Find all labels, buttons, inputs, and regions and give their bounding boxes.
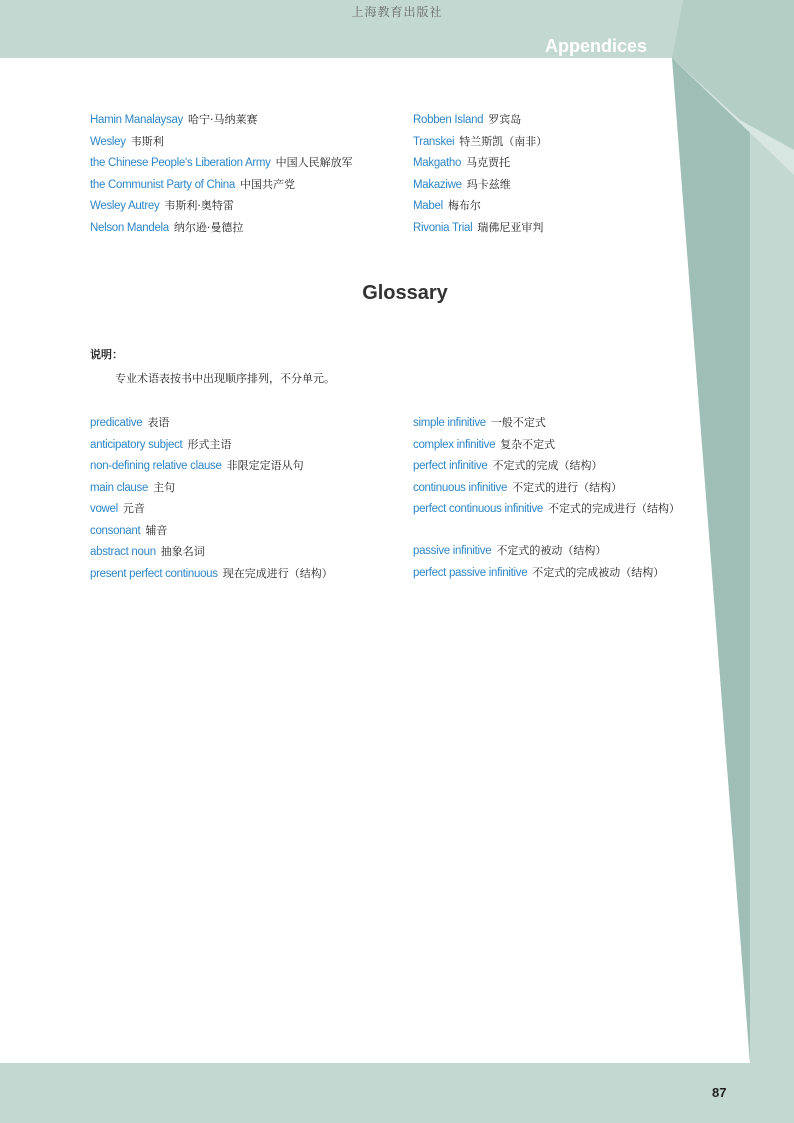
list-item [413, 131, 547, 153]
term-en: vowel [90, 503, 118, 515]
term-en: Makgatho [413, 157, 462, 169]
names-list-left [90, 109, 353, 238]
term-en: Rivonia Trial [413, 221, 473, 234]
glossary-title: Glossary [362, 282, 448, 304]
term-en: anticipatory subject [90, 438, 183, 451]
term-en: the Chinese People's Liberation Army [90, 157, 271, 169]
list-item [90, 152, 353, 174]
term-zh: 瑞佛尼亚审判 [477, 220, 544, 234]
note-text: 专业术语表按书中出现顺序排列，不分单元。 [115, 372, 335, 385]
publisher-name: 上海教育出版社 [351, 5, 443, 19]
term-en: consonant [90, 524, 141, 537]
list-item [90, 563, 333, 585]
term-zh: 辅音 [145, 523, 168, 537]
term-en: Wesley Autrey [90, 200, 160, 212]
term-en: perfect passive infinitive [413, 566, 528, 579]
term-zh: 一般不定式 [490, 416, 546, 429]
list-item [413, 195, 547, 217]
list-item [413, 412, 723, 434]
term-zh: 韦斯利 [130, 134, 164, 148]
glossary-list-right [413, 412, 723, 583]
list-item [90, 412, 333, 434]
list-item [90, 131, 353, 153]
list-item [413, 434, 723, 456]
term-en: Mabel [413, 200, 443, 212]
term-zh: 中国共产党 [240, 177, 295, 191]
term-en: non-defining relative clause [90, 460, 222, 472]
term-zh: 主句 [153, 480, 176, 494]
term-zh: 不定式的被动（结构） [496, 544, 607, 557]
term-zh: 韦斯利·奥特雷 [164, 199, 234, 212]
list-item [90, 217, 353, 239]
list-item [413, 152, 547, 174]
term-zh: 非限定定语从句 [226, 459, 304, 472]
note-label: 说明： [90, 348, 123, 361]
term-zh: 复杂不定式 [500, 437, 556, 451]
list-item [90, 520, 333, 542]
term-en: abstract noun [90, 546, 156, 558]
list-item [413, 217, 547, 239]
term-zh: 纳尔逊·曼德拉 [173, 220, 244, 234]
term-zh: 马克贾托 [466, 156, 511, 169]
page-number: 87 [712, 1085, 727, 1100]
list-item [90, 195, 353, 217]
list-item [90, 541, 333, 563]
term-en: present perfect continuous [90, 567, 218, 580]
term-zh: 抽象名词 [160, 545, 205, 558]
list-item [413, 477, 723, 499]
term-en: Robben Island [413, 114, 484, 126]
term-en: the Communist Party of China [90, 178, 235, 191]
section-title: Appendices [545, 36, 648, 56]
term-en: complex infinitive [413, 438, 496, 451]
term-zh: 元音 [122, 502, 145, 515]
term-zh: 特兰斯凯（南非） [459, 134, 548, 148]
term-en: simple infinitive [413, 417, 486, 429]
term-zh: 表语 [147, 416, 170, 429]
term-zh: 形式主语 [187, 437, 232, 451]
term-zh: 梅布尔 [447, 199, 481, 212]
term-en: Hamin Manalaysay [90, 114, 183, 126]
list-item [90, 109, 353, 131]
term-zh: 不定式的进行（结构） [512, 480, 623, 494]
list-item [90, 498, 333, 520]
term-zh: 罗宾岛 [488, 113, 522, 126]
term-zh: 现在完成进行（结构） [222, 566, 333, 580]
names-list-right [413, 109, 547, 238]
term-en: perfect infinitive [413, 460, 488, 472]
term-en: Wesley [90, 135, 126, 148]
term-en: predicative [90, 417, 143, 429]
list-item [413, 174, 547, 196]
term-zh: 中国人民解放军 [275, 156, 353, 169]
term-en: passive infinitive [413, 545, 492, 557]
term-en: Transkei [413, 135, 455, 148]
glossary-list-left [90, 412, 333, 584]
term-en: Makaziwe [413, 178, 462, 191]
list-item [413, 455, 723, 477]
term-zh: 玛卡兹维 [466, 177, 511, 191]
list-item [413, 562, 723, 584]
term-zh: 不定式的完成（结构） [492, 459, 603, 472]
list-item [90, 477, 333, 499]
term-zh: 不定式的完成被动（结构） [532, 565, 665, 579]
list-item [413, 540, 723, 562]
term-en: main clause [90, 481, 149, 494]
list-item [413, 498, 723, 540]
term-zh: 哈宁·马纳莱赛 [188, 113, 258, 126]
term-en: perfect continuous infinitive [413, 503, 544, 515]
term-en: Nelson Mandela [90, 221, 169, 234]
list-item [90, 434, 333, 456]
list-item [90, 174, 353, 196]
list-item [413, 109, 547, 131]
list-item [90, 455, 333, 477]
term-en: continuous infinitive [413, 481, 508, 494]
term-zh: 不定式的完成进行（结构） [548, 502, 681, 515]
